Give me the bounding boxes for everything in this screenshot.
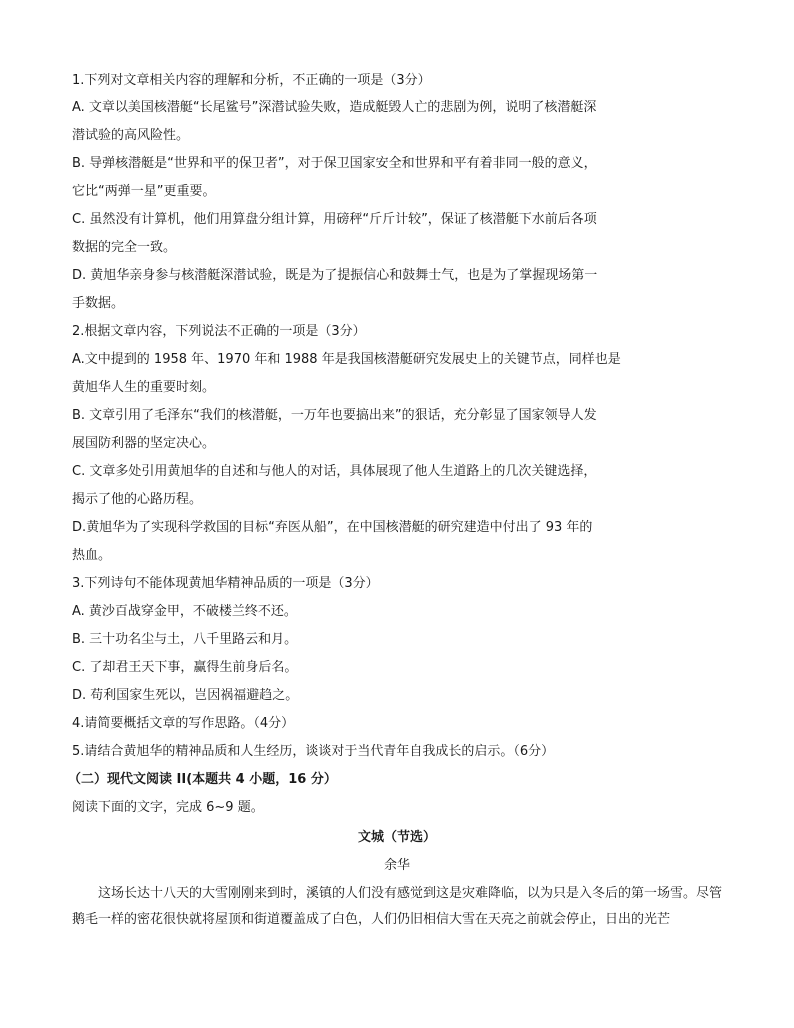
q1-option-a-line2: 潜试验的高风险性。: [72, 128, 190, 143]
q1-option-d-line2: 手数据。: [72, 296, 125, 311]
q3-stem: 3.下列诗句不能体现黄旭华精神品质的一项是（3分）: [72, 576, 379, 591]
q3-option-a: A. 黄沙百战穿金甲，不破楼兰终不还。: [72, 604, 297, 619]
q2-option-b-line1: B. 文章引用了毛泽东“我们的核潜艇，一万年也要搞出来”的狠话，充分彰显了国家领导人发: [72, 408, 597, 423]
q2-option-a-line1: A.文中提到的 1958 年、1970 年和 1988 年是我国核潜艇研究发展史上的关键节点，同样也是: [72, 352, 621, 367]
q5-stem: 5.请结合黄旭华的精神品质和人生经历，谈谈对于当代青年自我成长的启示。（6分）: [72, 744, 555, 759]
q2-option-d-line1: D.黄旭华为了实现科学救国的目标“弃医从船”，在中国核潜艇的研究建造中付出了 93 年的: [72, 520, 593, 535]
q2-option-b-line2: 展国防利器的坚定决心。: [72, 436, 216, 451]
q1-option-c-line2: 数据的完全一致。: [72, 240, 177, 255]
q1-option-b-line1: B. 导弹核潜艇是“世界和平的保卫者”，对于保卫国家安全和世界和平有着非同一般的意义，: [72, 156, 597, 171]
section-heading: （二）现代文阅读 II(本题共 4 小题，16 分）: [68, 772, 337, 787]
q3-option-d: D. 苟利国家生死以，岂因祸福避趋之。: [72, 688, 299, 703]
q3-option-b: B. 三十功名尘与土，八千里路云和月。: [72, 632, 298, 647]
section-instruction: 阅读下面的文字，完成 6~9 题。: [72, 800, 264, 815]
passage-paragraph: 这场长达十八天的大雪刚刚来到时，溪镇的人们没有感觉到这是灾难降临，以为只是入冬后的第一场雪。尽管鹅毛一样的密花很快就将屋顶和街道覆盖成了白色，人们仍旧相信大雪在天亮之前就会停止，日出的光芒: [72, 886, 723, 927]
q1-stem: 1.下列对文章相关内容的理解和分析，不正确的一项是（3分）: [72, 73, 431, 88]
q1-option-c-line1: C. 虽然没有计算机，他们用算盘分组计算，用磅秤“斤斤计较”，保证了核潜艇下水前后各项: [72, 212, 597, 227]
q2-option-c-line1: C. 文章多处引用黄旭华的自述和与他人的对话，具体展现了他人生道路上的几次关键选择，: [72, 464, 597, 479]
passage-author: 余华: [383, 858, 410, 873]
passage-title: 文城（节选）: [357, 830, 436, 845]
q1-option-d-line1: D. 黄旭华亲身参与核潜艇深潜试验，既是为了提振信心和鼓舞士气，也是为了掌握现场第一: [72, 268, 598, 283]
q2-option-c-line2: 揭示了他的心路历程。: [72, 492, 203, 507]
q1-option-a-line1: A. 文章以美国核潜艇“长尾鲨号”深潜试验失败，造成艇毁人亡的悲剧为例，说明了核潜艇深: [72, 100, 597, 115]
q2-option-d-line2: 热血。: [72, 548, 112, 563]
q2-stem: 2.根据文章内容，下列说法不正确的一项是（3分）: [72, 324, 366, 339]
q3-option-c: C. 了却君王天下事，赢得生前身后名。: [72, 660, 298, 675]
q1-option-b-line2: 它比“两弹一星”更重要。: [72, 184, 216, 199]
q2-option-a-line2: 黄旭华人生的重要时刻。: [72, 380, 216, 395]
q4-stem: 4.请简要概括文章的写作思路。（4分）: [72, 716, 295, 731]
